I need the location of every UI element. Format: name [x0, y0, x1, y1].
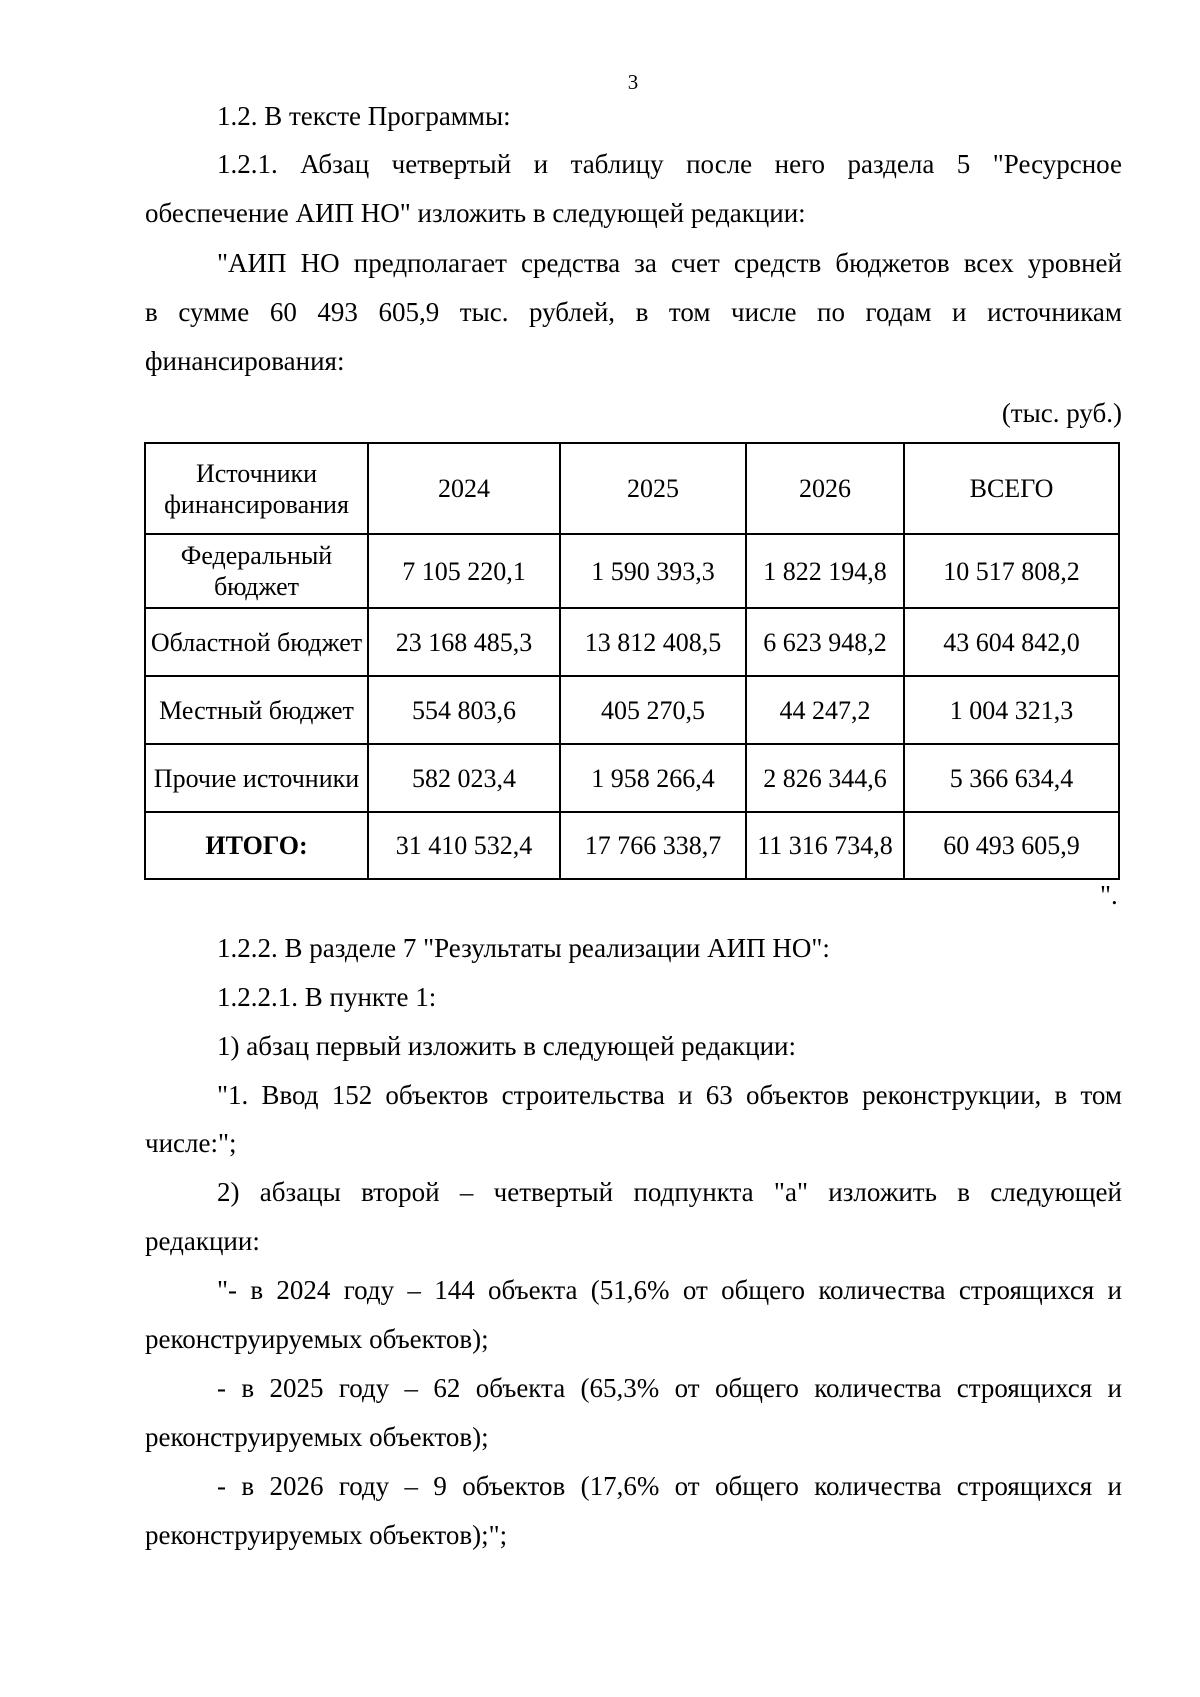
table-cell: Прочие источники — [145, 744, 368, 812]
table-cell: 1 590 393,3 — [560, 534, 746, 608]
table-cell: 1 822 194,8 — [746, 534, 904, 608]
table-cell: 13 812 408,5 — [560, 608, 746, 676]
table-row — [145, 676, 1119, 744]
table-cell: 5 366 634,4 — [904, 744, 1119, 812]
paragraph-1-2: 1.2. В тексте Программы: — [217, 101, 511, 131]
table-cell: 44 247,2 — [746, 676, 904, 744]
table-header-cell: Источники финансирования — [145, 443, 368, 534]
paragraph-quote-line1: "АИП НО предполагает средства за счет средств бюджетов всех уровней — [217, 248, 1122, 278]
table-cell: 23 168 485,3 — [368, 608, 560, 676]
table-cell: 554 803,6 — [368, 676, 560, 744]
table-header-row — [145, 443, 1119, 534]
paragraph-quote2-line1: "1. Ввод 152 объектов строительства и 63 объектов реконструкции, в том — [217, 1080, 1122, 1110]
paragraph-2025-line1: - в 2025 году – 62 объекта (65,3% от общего количества строящихся и — [217, 1373, 1122, 1403]
paragraph-quote-line3: финансирования: — [145, 346, 345, 376]
paragraph-2026-line1: - в 2026 году – 9 объектов (17,6% от общего количества строящихся и — [217, 1471, 1122, 1501]
table-row — [145, 744, 1119, 812]
units-label: (тыс. руб.) — [1001, 398, 1122, 428]
table-header-cell: 2026 — [746, 443, 904, 534]
table-cell: 2 826 344,6 — [746, 744, 904, 812]
table-row — [145, 534, 1119, 608]
table-cell: 1 004 321,3 — [904, 676, 1119, 744]
table-header-cell: 2025 — [560, 443, 746, 534]
table-cell: 31 410 532,4 — [368, 812, 560, 879]
paragraph-2024-line1: "- в 2024 году – 144 объекта (51,6% от общего количества строящихся и — [217, 1275, 1122, 1305]
table-cell: 1 958 266,4 — [560, 744, 746, 812]
table-cell: Областной бюджет — [145, 608, 368, 676]
table-cell: Местный бюджет — [145, 676, 368, 744]
table-cell: 17 766 338,7 — [560, 812, 746, 879]
table-header-cell: ВСЕГО — [904, 443, 1119, 534]
paragraph-item-2-line1: 2) абзацы второй – четвертый подпункта "а" изложить в следующей — [217, 1177, 1122, 1207]
table-total-label: ИТОГО: — [145, 812, 368, 879]
table-cell: Федеральный бюджет — [145, 534, 368, 608]
table-total-row — [145, 812, 1119, 879]
paragraph-1-2-1-line1: 1.2.1. Абзац четвертый и таблицу после него раздела 5 "Ресурсное — [217, 149, 1122, 179]
table-cell: 7 105 220,1 — [368, 534, 560, 608]
paragraph-1-2-1-line2: обеспечение АИП НО" изложить в следующей редакции: — [145, 198, 806, 228]
paragraph-2025-line2: реконструируемых объектов); — [145, 1422, 489, 1452]
paragraph-1-2-2: 1.2.2. В разделе 7 "Результаты реализации АИП НО": — [217, 933, 830, 963]
table-cell: 43 604 842,0 — [904, 608, 1119, 676]
paragraph-item-2-line2: редакции: — [145, 1226, 260, 1256]
closing-quote: ". — [1100, 880, 1118, 910]
paragraph-2024-line2: реконструируемых объектов); — [145, 1324, 489, 1354]
table-row — [145, 608, 1119, 676]
table-cell: 10 517 808,2 — [904, 534, 1119, 608]
financing-table — [144, 442, 1120, 880]
paragraph-quote2-line2: числе:"; — [145, 1128, 237, 1158]
table-header-cell: 2024 — [368, 443, 560, 534]
table-cell: 60 493 605,9 — [904, 812, 1119, 879]
page-number: 3 — [627, 70, 639, 94]
table-cell: 11 316 734,8 — [746, 812, 904, 879]
paragraph-1-2-2-1: 1.2.2.1. В пункте 1: — [217, 982, 437, 1012]
paragraph-2026-line2: реконструируемых объектов);"; — [145, 1520, 508, 1550]
table-cell: 582 023,4 — [368, 744, 560, 812]
table-cell: 6 623 948,2 — [746, 608, 904, 676]
paragraph-item-1: 1) абзац первый изложить в следующей редакции: — [217, 1031, 796, 1061]
table-cell: 405 270,5 — [560, 676, 746, 744]
paragraph-quote-line2: в сумме 60 493 605,9 тыс. рублей, в том числе по годам и источникам — [145, 297, 1122, 327]
